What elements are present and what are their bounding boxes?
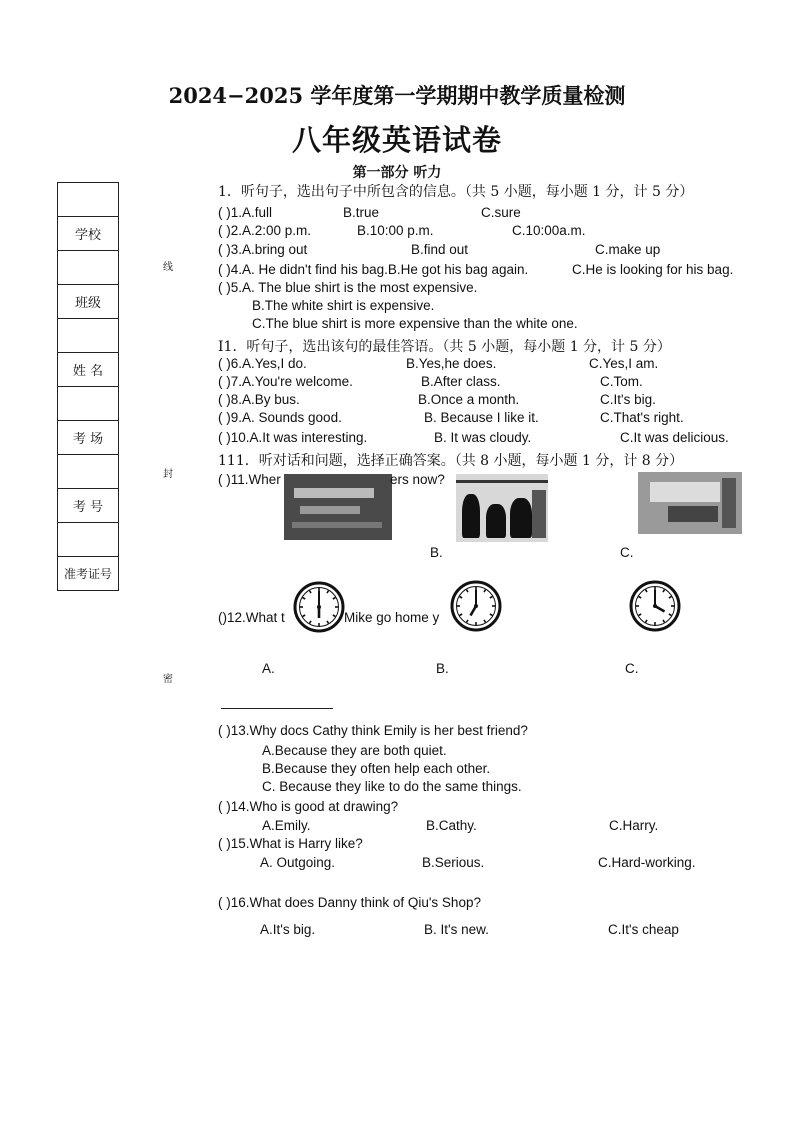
q2-option-b: B.10:00 p.m. [357, 223, 434, 238]
q10-option-b: B. It was cloudy. [434, 430, 532, 445]
q11-picture-c [638, 472, 742, 534]
q12-label-c: C. [625, 661, 639, 676]
q12-stem-end: Mike go home y [344, 610, 440, 625]
q15-option-b: B.Serious. [422, 855, 485, 870]
info-row-blank [58, 251, 118, 285]
info-row-blank [58, 523, 118, 557]
q7-option-b: B.After class. [421, 374, 501, 389]
q9-option-c: C.That's right. [600, 410, 684, 425]
q7-option-a: ( )7.A.You're welcome. [218, 374, 353, 389]
q2-option-a: ( )2.A.2:00 p.m. [218, 223, 312, 238]
q2-option-c: C.10:00a.m. [512, 223, 586, 238]
q13-stem: ( )13.Why docs Cathy think Emily is her best friend? [218, 723, 528, 738]
q12-clock-a-icon [293, 581, 345, 633]
section2-heading: I1．听句子，选出该句的最佳答语。（共 5 小题，每小题 1 分，计 5 分） [218, 339, 671, 355]
q4-option-c: C.He is looking for his bag. [572, 262, 734, 277]
q15-stem: ( )15.What is Harry like? [218, 836, 363, 851]
q13-option-a: A.Because they are both quiet. [262, 743, 447, 758]
info-row-exam-room: 考 场 [58, 421, 118, 455]
q10-option-c: C.It was delicious. [620, 430, 729, 445]
info-row-name: 姓 名 [58, 353, 118, 387]
q11-label-c: C. [620, 545, 634, 560]
binding-mark-secret: 密 [163, 674, 173, 685]
q11-picture-a [284, 474, 392, 540]
section3-heading: 111．听对话和问题，选择正确答案。（共 8 小题，每小题 1 分，计 8 分） [218, 453, 684, 469]
q16-option-b: B. It's new. [424, 922, 489, 937]
q5-option-a: ( )5.A. The blue shirt is the most expensive. [218, 280, 478, 295]
q15-option-a: A. Outgoing. [260, 855, 336, 870]
info-row-seat-number: 考 号 [58, 489, 118, 523]
q14-option-b: B.Cathy. [426, 818, 477, 833]
q16-stem: ( )16.What does Danny think of Qiu's Shop? [218, 895, 481, 910]
q1-option-c: C.sure [481, 205, 521, 220]
q12-label-b: B. [436, 661, 449, 676]
section1-heading: 1．听句子，选出句子中所包含的信息。（共 5 小题，每小题 1 分，计 5 分） [218, 184, 694, 200]
q16-option-c: C.It's cheap [608, 922, 679, 937]
q8-option-a: ( )8.A.By bus. [218, 392, 300, 407]
q12-label-a: A. [262, 661, 275, 676]
q11-stem-end: ers now? [390, 472, 445, 487]
info-row-blank [58, 183, 118, 217]
q1-option-a: ( )1.A.full [218, 205, 273, 220]
q3-option-c: C.make up [595, 242, 661, 257]
q6-option-b: B.Yes,he does. [406, 356, 497, 371]
q5-option-b: B.The white shirt is expensive. [252, 298, 435, 313]
q11-label-b: B. [430, 545, 443, 560]
exam-header-title: 2024−2025 学年度第一学期期中教学质量检测 [168, 83, 626, 108]
q16-option-a: A.It's big. [260, 922, 316, 937]
q10-option-a: ( )10.A.It was interesting. [218, 430, 368, 445]
q11-picture-b [456, 474, 548, 542]
q14-option-a: A.Emily. [262, 818, 311, 833]
q7-option-c: C.Tom. [600, 374, 643, 389]
info-row-class: 班级 [58, 285, 118, 319]
q8-option-c: C.It's big. [600, 392, 656, 407]
student-info-table [57, 182, 119, 591]
q8-option-b: B.Once a month. [418, 392, 520, 407]
info-row-admission-number: 准考证号 [58, 557, 118, 591]
q1-option-b: B.true [343, 205, 380, 220]
q3-option-b: B.find out [411, 242, 469, 257]
q12-stem-start: ()12.What t [218, 610, 285, 625]
info-row-blank [58, 387, 118, 421]
info-row-school: 学校 [58, 217, 118, 251]
info-row-blank [58, 455, 118, 489]
q13-option-c: C. Because they like to do the same things. [262, 779, 522, 794]
q11-stem-start: ( )11.Wher [218, 472, 281, 487]
q15-option-c: C.Hard-working. [598, 855, 696, 870]
q13-option-b: B.Because they often help each other. [262, 761, 491, 776]
q4-option-ab: ( )4.A. He didn't find his bag.B.He got his bag again. [218, 262, 529, 277]
q12-clock-b-icon [450, 580, 502, 632]
q9-option-a: ( )9.A. Sounds good. [218, 410, 342, 425]
binding-mark-line: 线 [163, 262, 173, 273]
q9-option-b: B. Because I like it. [424, 410, 539, 425]
divider-line [221, 708, 333, 709]
binding-mark-seal: 封 [163, 469, 173, 480]
info-row-blank [58, 319, 118, 353]
q6-option-a: ( )6.A.Yes,I do. [218, 356, 307, 371]
q3-option-a: ( )3.A.bring out [218, 242, 308, 257]
q14-option-c: C.Harry. [609, 818, 659, 833]
q12-clock-c-icon [629, 580, 681, 632]
q6-option-c: C.Yes,I am. [589, 356, 659, 371]
part-title: 第一部分 听力 [352, 165, 442, 181]
exam-name: 八年级英语试卷 [291, 123, 502, 157]
q14-stem: ( )14.Who is good at drawing? [218, 799, 399, 814]
q5-option-c: C.The blue shirt is more expensive than the white one. [252, 316, 578, 331]
